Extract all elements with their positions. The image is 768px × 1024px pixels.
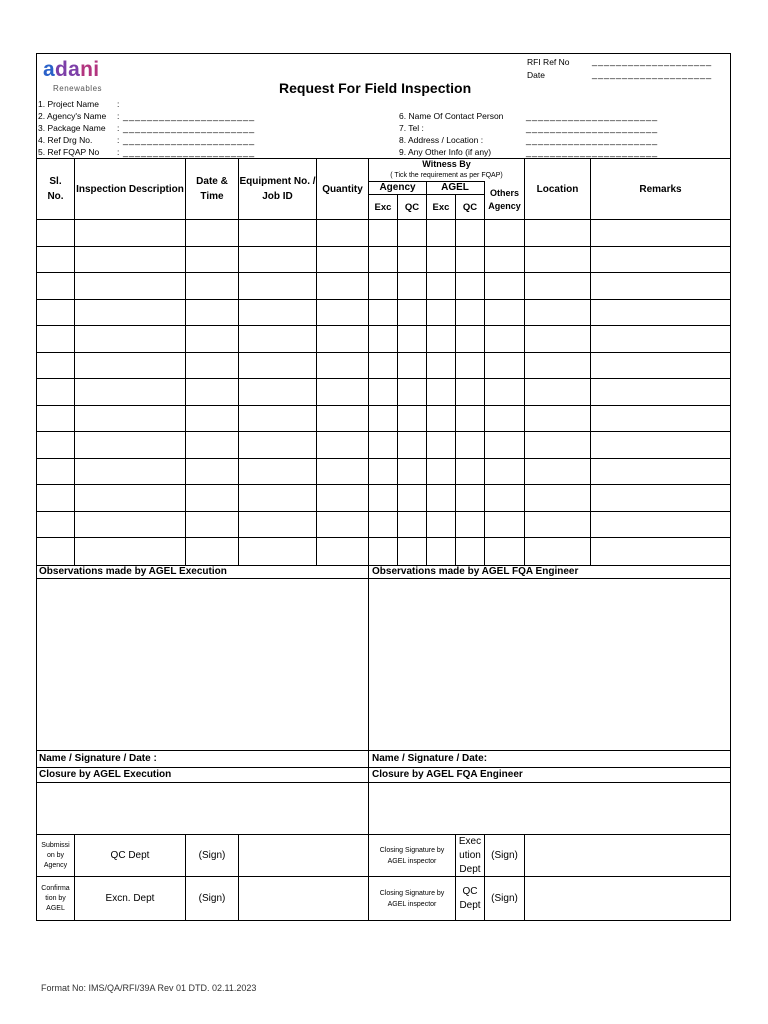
sign-excn-dept[interactable]: (Sign) [198,893,226,904]
sign-qc-dept-2[interactable]: (Sign) [491,893,518,904]
qc-dept-label: QC Dept [110,850,150,861]
project-name-label: 1. Project Name [38,99,99,109]
col-agel: AGEL [441,182,469,193]
col-agel-exc: Exc [432,201,450,213]
rfi-ref-field[interactable]: ____________________ [592,56,713,66]
field-colon: : [117,135,120,145]
col-others-agency: Others Agency [488,188,521,211]
adani-logo: adani [43,58,100,81]
obs-fqa-area[interactable] [369,579,730,749]
field-colon: : [117,111,120,121]
ref-drg-label: 4. Ref Drg No. [38,135,93,145]
qc-dept-label-2: QC Dept [459,885,481,911]
table-row [36,246,731,247]
agency-name-field[interactable]: ______________________ [123,111,256,121]
col-agency-exc: Exc [374,201,392,213]
table-row [36,511,731,512]
table-row [36,484,731,485]
col-inspection-description: Inspection Description [76,183,184,195]
form-title: Request For Field Inspection [279,80,472,96]
package-name-field[interactable]: ______________________ [123,123,256,133]
rfi-date-label: Date [527,70,545,80]
col-agency: Agency [379,182,416,193]
closure-fqa-area[interactable] [369,783,730,833]
other-info-label: 9. Any Other Info (if any) [399,147,492,157]
confirmation-by-agel: Confirma tion by AGEL [41,884,70,912]
col-location: Location [536,183,579,195]
col-date-time: Date & Time [196,176,228,202]
obs-fqa-label: Observations made by AGEL FQA Engineer [372,566,579,577]
table-row [36,537,731,538]
rfi-ref-label: RFI Ref No [527,57,570,67]
col-agency-qc: QC [404,201,420,213]
sign-right-label: Name / Signature / Date: [372,753,488,764]
obs-exec-area[interactable] [37,579,367,749]
sign-exec-dept[interactable]: (Sign) [491,850,518,861]
field-colon: : [117,123,120,133]
table-row [36,299,731,300]
tel-label: 7. Tel : [399,123,424,133]
ref-fqap-label: 5. Ref FQAP No [38,147,100,157]
package-name-label: 3. Package Name [38,123,106,133]
col-equipment-no: Equipment No. / Job ID [239,176,316,202]
closing-signature-label: Closing Signature by AGEL inspector [379,846,445,865]
witness-note: ( Tick the requirement as per FQAP) [390,172,503,179]
col-agel-qc: QC [462,201,478,213]
table-row [36,272,731,273]
table-row [36,458,731,459]
contact-person-field[interactable]: ______________________ [526,111,659,121]
closure-exec-area[interactable] [37,783,367,833]
address-field[interactable]: ______________________ [526,135,659,145]
closure-fqa-label: Closure by AGEL FQA Engineer [372,769,523,780]
table-row [36,378,731,379]
sign-left-label: Name / Signature / Date : [39,753,157,764]
excn-dept-label: Excn. Dept [105,893,155,904]
execution-dept-label: Exec ution Dept [458,835,482,875]
closure-exec-label: Closure by AGEL Execution [39,769,172,780]
ref-fqap-field[interactable]: ______________________ [123,147,256,157]
rfi-date-field[interactable]: ____________________ [592,69,713,79]
logo-subtitle: Renewables [53,84,103,93]
contact-person-label: 6. Name Of Contact Person [399,111,504,121]
col-quantity: Quantity [322,183,363,195]
tel-field[interactable]: ______________________ [526,123,659,133]
table-row [36,405,731,406]
table-row [36,325,731,326]
col-sl-no: Sl. No. [47,176,64,202]
agency-name-label: 2. Agency's Name [38,111,107,121]
closing-signature-label-2: Closing Signature by AGEL inspector [379,889,445,908]
col-remarks: Remarks [639,183,682,195]
ref-drg-field[interactable]: ______________________ [123,135,256,145]
sign-qc-dept[interactable]: (Sign) [198,850,226,861]
field-colon: : [117,147,120,157]
format-number: Format No: IMS/QA/RFI/39A Rev 01 DTD. 02.11.2023 [41,983,257,993]
obs-exec-label: Observations made by AGEL Execution [39,566,227,577]
col-witness-by: Witness By [422,159,471,169]
other-info-field[interactable]: ______________________ [526,147,659,157]
address-label: 8. Address / Location : [399,135,484,145]
submission-by-agency: Submissi on by Agency [41,841,70,869]
field-colon: : [117,99,120,109]
table-row [36,431,731,432]
table-row [36,352,731,353]
